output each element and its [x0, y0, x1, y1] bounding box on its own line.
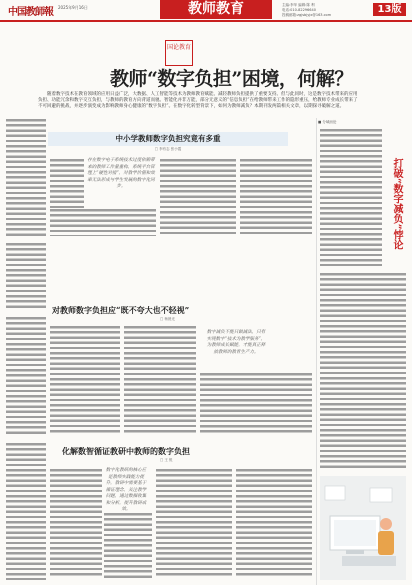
left-col-low [6, 316, 46, 436]
illustration-graphic [320, 476, 406, 580]
lead-paragraph: 随着数字技术在教育领域的应用日益广泛，大数据、人工智能等技术为教师教育赋能、减轻教师负担提供了重要支持。但与此同时，这是数字技术带来的应用负担、功能冗余和数字交互负担，与教师的教育方向背道而驰。智能化并非万能，部分无意义的“信息负担”在给教师带来工作的隐形重压，给教师专业成长带来了不可回避的挑战，并逐步演变成为影响教师身心健康的“数字负担”。在数字化转型背景下，如何为教师减负？本期刊发两篇相关文章，以期探寻破解之道。 [38, 92, 358, 110]
article1-col1b [50, 208, 156, 238]
left-col-bottom [6, 442, 46, 582]
teacher-illustration [320, 476, 406, 580]
issue-date: 2025年9月16日 [58, 5, 88, 10]
sidebar-title: 打破“数字减负”悖论 [391, 158, 402, 250]
article1-title: 中小学教师数字负担究竟有多重 [115, 134, 221, 143]
article1-col3 [240, 158, 312, 238]
sidebar-col-main [320, 272, 406, 472]
phone-line: 电话:010-82296640 [282, 8, 316, 12]
article1-byline: □ 李有志 张小霞 [154, 147, 182, 151]
sidebar-divider [316, 118, 317, 585]
article3-pullquote: 数字化教研的核心应是教师实践能力提升，教研中需要基于循证理念，关注教学问题，通过数据收集和分析，提升教研成效。 [105, 468, 147, 512]
article3-col1b [104, 512, 152, 580]
article1-col2 [160, 158, 236, 238]
sidebar-tag: ■ 分域而论 [318, 120, 337, 124]
sidebar-col-top [320, 128, 382, 268]
article3-title: 化解数智循证教研中教师的数字负担 [62, 446, 190, 456]
article3-byline: □ 王 锐 [160, 458, 173, 462]
article2-col2 [124, 325, 196, 435]
article3-col1 [50, 468, 102, 580]
intro-text-column [6, 118, 46, 238]
main-headline: 教师“数字负担”困境，何解？ [110, 68, 353, 90]
article1-pullquote: 存在数字电子系统技术过度依赖带来的教师工作量重构，系统平台管理上“硬性对接”，对教学价值和效率无法形成与学生发展的数字化同步。 [87, 158, 155, 189]
left-col-mid [6, 242, 46, 312]
newspaper-logo: 中国教師報 [8, 7, 53, 18]
editor-line: 主编:李苹 编辑:陈 利 [282, 3, 315, 7]
email-line: 投稿邮箱:zgjsbjyjx@163.com [282, 13, 332, 17]
editor-info [282, 3, 364, 18]
article2-byline: □ 杨晨光 [160, 317, 175, 321]
article2-col3 [200, 372, 312, 436]
article2-pullquote: 数字减负不能只做减法，只有实现数字“技术为教学服务”，为教师成长赋能，才能真正释放教师的教育生产力。 [206, 330, 266, 355]
article3-col3 [236, 468, 312, 580]
article2-col1 [50, 325, 120, 435]
top-rule [0, 20, 412, 22]
column-tag: 国论教育 [165, 40, 193, 66]
article3-col2 [156, 468, 232, 580]
page-number: 13版 [373, 3, 406, 16]
article2-title: 对教师数字负担应“既不夸大也不轻视” [52, 305, 190, 315]
article1-title-banner [48, 132, 288, 146]
section-title: 教师教育 [160, 0, 272, 19]
